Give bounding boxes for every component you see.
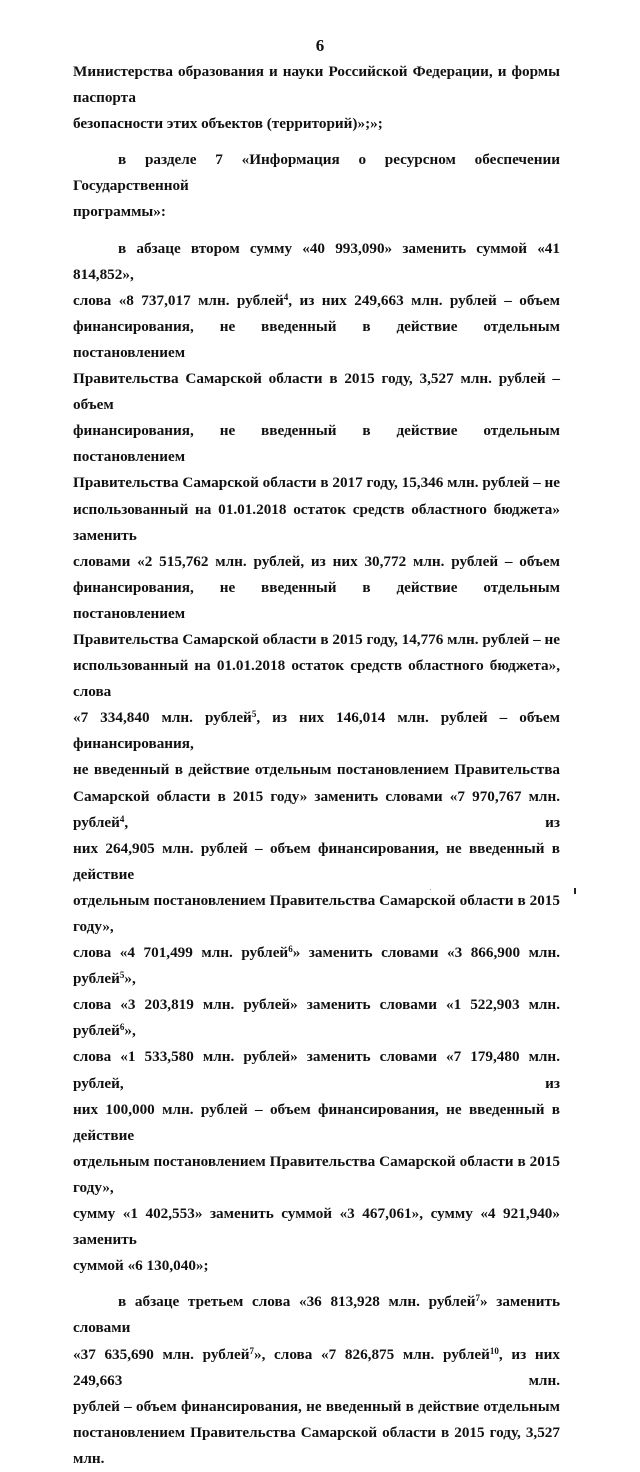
text-line bbox=[73, 549, 560, 575]
footnote-ref: 5 bbox=[251, 709, 257, 720]
text-segment: постановлением Правительства Самарской области в 2015 году, 3,527 млн. bbox=[73, 1423, 560, 1467]
text-segment: отдельным постановлением Правительства Самарской области в 2015 году», bbox=[73, 1152, 560, 1196]
text-segment: них 100,000 млн. рублей – объем финансирования, не введенный в действие bbox=[73, 1100, 560, 1144]
text-line bbox=[73, 627, 560, 653]
text-segment: Правительства Самарской области в 2015 году, 14,776 млн. рублей – не bbox=[73, 630, 560, 648]
text-segment: , из них 249,663 млн. рублей – объем bbox=[288, 291, 560, 309]
text-segment: слова «1 533,580 млн. рублей» заменить словами «7 179,480 млн. рублей, из bbox=[73, 1048, 560, 1092]
text-segment: », bbox=[124, 1022, 136, 1040]
text-segment: , из них 146,014 млн. рублей – объем финансирования, bbox=[73, 709, 560, 753]
text-segment: , из bbox=[124, 813, 560, 831]
text-line bbox=[73, 705, 560, 757]
text-segment: финансирования, не введенный в действие отдельным постановлением bbox=[73, 422, 560, 466]
text-segment: слова «4 701,499 млн. рублей bbox=[73, 944, 289, 962]
text-line bbox=[73, 1097, 560, 1149]
text-line bbox=[73, 366, 560, 418]
text-line bbox=[73, 1149, 560, 1201]
text-segment: сумму «1 402,553» заменить суммой «3 467,061», сумму «4 921,940» заменить bbox=[73, 1205, 560, 1249]
scan-speck bbox=[430, 889, 431, 890]
text-segment: отдельным постановлением Правительства Самарской области в 2015 году», bbox=[73, 891, 560, 935]
text-line bbox=[73, 1420, 560, 1472]
text-segment: них 264,905 млн. рублей – объем финансирования, не введенный в действие bbox=[73, 839, 560, 883]
footnote-ref: 7 bbox=[249, 1345, 254, 1356]
footnote-ref: 7 bbox=[475, 1293, 480, 1304]
text-line bbox=[73, 992, 560, 1044]
text-line bbox=[73, 653, 560, 705]
text-line bbox=[73, 236, 560, 288]
text-line bbox=[73, 1394, 560, 1420]
text-line bbox=[73, 888, 560, 940]
text-segment: «7 334,840 млн. рублей bbox=[73, 709, 252, 727]
text-line bbox=[73, 836, 560, 888]
text-line bbox=[73, 940, 560, 992]
text-segment: » заменить словами bbox=[73, 1293, 561, 1337]
text-line bbox=[73, 575, 560, 627]
text-line bbox=[73, 497, 560, 549]
text-segment: », bbox=[124, 970, 136, 988]
text-segment: слова «8 737,017 млн. рублей bbox=[73, 291, 284, 309]
footnote-ref: 6 bbox=[288, 944, 293, 955]
text-segment: в абзаце третьем слова «36 813,928 млн. рублей bbox=[118, 1293, 476, 1311]
text-segment: не введенный в действие отдельным постановлением Правительства bbox=[73, 761, 560, 779]
text-line bbox=[73, 1342, 560, 1394]
text-segment: , из них 249,663 млн. bbox=[73, 1345, 561, 1389]
text-segment: » заменить словами «3 866,900 млн. рублей bbox=[73, 944, 560, 988]
footnote-ref: 4 bbox=[119, 813, 125, 824]
scan-mark bbox=[574, 888, 576, 894]
text-segment: словами «2 515,762 млн. рублей, из них 30,772 млн. рублей – объем bbox=[73, 552, 560, 570]
footnote-ref: 4 bbox=[283, 291, 289, 302]
text-segment: «37 635,690 млн. рублей bbox=[73, 1345, 250, 1363]
text-segment: использованный на 01.01.2018 остаток средств областного бюджета» заменить bbox=[73, 500, 560, 544]
text-line bbox=[73, 418, 560, 470]
text-line bbox=[73, 147, 560, 199]
text-line bbox=[73, 288, 560, 314]
text-line bbox=[73, 757, 560, 783]
text-segment: Правительства Самарской области в 2015 году, 3,527 млн. рублей – объем bbox=[73, 370, 560, 414]
text-line bbox=[73, 470, 560, 496]
text-segment: рублей – объем финансирования, не введенный в действие отдельным bbox=[73, 1397, 560, 1415]
text-line bbox=[73, 199, 560, 225]
text-segment: финансирования, не введенный в действие отдельным постановлением bbox=[73, 578, 560, 622]
text-line bbox=[73, 784, 560, 836]
text-segment: в разделе 7 «Информация о ресурсном обеспечении Государственной bbox=[73, 151, 560, 195]
text-line bbox=[73, 1289, 560, 1341]
document-body bbox=[73, 59, 560, 1472]
text-segment: », слова «7 826,875 млн. рублей bbox=[253, 1345, 490, 1363]
text-segment: финансирования, не введенный в действие отдельным постановлением bbox=[73, 317, 560, 361]
text-line bbox=[73, 1253, 560, 1279]
text-segment: суммой «6 130,040»; bbox=[73, 1257, 209, 1275]
text-line bbox=[73, 111, 560, 137]
text-segment: безопасности этих объектов (территорий)»;»; bbox=[73, 115, 383, 133]
footnote-ref: 6 bbox=[119, 1022, 125, 1033]
text-line bbox=[73, 1044, 560, 1096]
text-segment: использованный на 01.01.2018 остаток средств областного бюджета», слова bbox=[73, 657, 560, 701]
text-segment: Самарской области в 2015 году» заменить словами «7 970,767 млн. рублей bbox=[73, 787, 560, 831]
text-segment: Министерства образования и науки Российской Федерации, и формы паспорта bbox=[73, 63, 560, 107]
footnote-ref: 5 bbox=[119, 970, 125, 981]
text-line bbox=[73, 1201, 560, 1253]
footnote-ref: 10 bbox=[489, 1345, 499, 1356]
text-line bbox=[73, 314, 560, 366]
text-segment: Правительства Самарской области в 2017 году, 15,346 млн. рублей – не bbox=[73, 474, 560, 492]
text-segment: слова «3 203,819 млн. рублей» заменить словами «1 522,903 млн. рублей bbox=[73, 996, 560, 1040]
text-line bbox=[73, 59, 560, 111]
page-number: 6 bbox=[315, 36, 325, 55]
text-segment: в абзаце втором сумму «40 993,090» заменить суммой «41 814,852», bbox=[73, 239, 560, 283]
text-segment: программы»: bbox=[73, 203, 166, 221]
